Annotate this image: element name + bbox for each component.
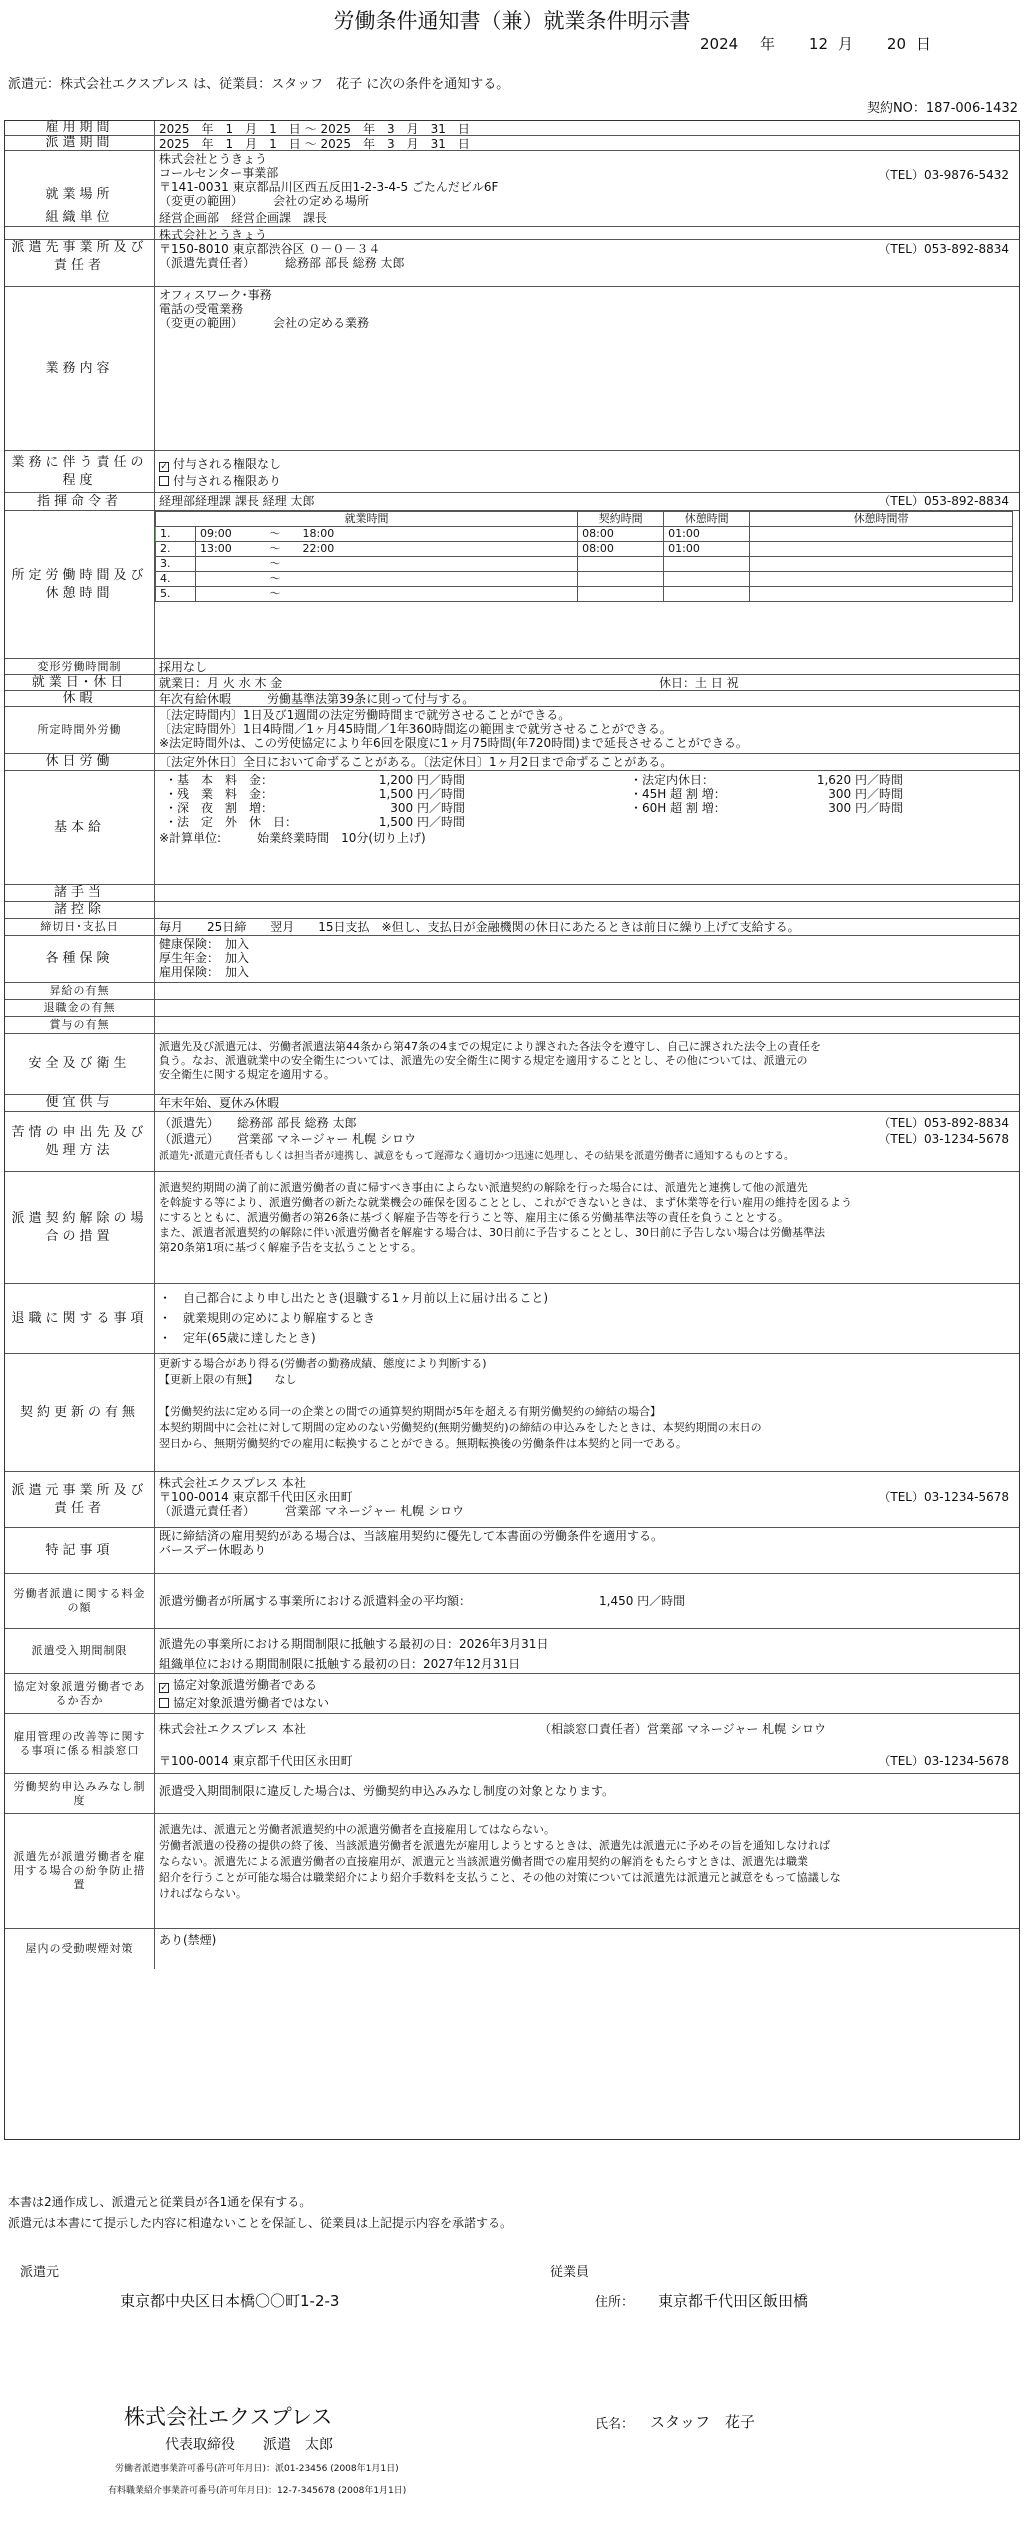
row-complaint bbox=[5, 1112, 1019, 1172]
label-avg-fee: 労働者派遣に関する料金の額 bbox=[5, 1574, 155, 1628]
row-leave bbox=[5, 691, 1019, 707]
intro-text: 派遣元：株式会社エクスプレス は、従業員：スタッフ 花子 に次の条件を通知する。 bbox=[8, 77, 510, 92]
complaint-tel: （TEL）03-1234-5678 bbox=[878, 1132, 1009, 1146]
retirement-line: ・ 自己都合により申し出たとき(退職する1ヶ月前以上に届け出ること) bbox=[159, 1291, 549, 1305]
shift-tilde: ～ bbox=[269, 527, 281, 540]
termination-line: 派遣契約期間の満了前に派遣労働者の責に帰すべき事由によらない派遣契約の解除を行った場合には、派遣先と連携して他の派遣先 bbox=[159, 1181, 808, 1194]
shift-tilde: ～ bbox=[266, 587, 578, 602]
pay-item-label: ・45H 超 割 増： bbox=[630, 787, 726, 801]
work-hours-table bbox=[155, 511, 1013, 602]
shift-number: 3. bbox=[156, 557, 196, 572]
complaint-contact: 総務部 部長 総務 太郎 bbox=[237, 1116, 357, 1130]
checkbox-icon: ✓ bbox=[160, 462, 168, 472]
address-label: 住所： bbox=[595, 2295, 635, 2310]
row-payday bbox=[5, 919, 1019, 936]
label-insurance: 各種保険 bbox=[5, 936, 155, 982]
value-deemed: 派遣受入期間制限に違反した場合は、労働契約申込みみなし制度の対象となります。 bbox=[159, 1784, 615, 1798]
special-line: バースデー休暇あり bbox=[159, 1543, 267, 1557]
shift-start: 09:00 bbox=[196, 527, 266, 542]
avg-fee-amount: 1,450 円／時間 bbox=[599, 1594, 686, 1608]
label-termination: 派遣契約解除の場合の措置 bbox=[5, 1172, 155, 1283]
complaint-party: （派遣先） bbox=[159, 1116, 214, 1130]
pay-note: ※計算単位: 始業終業時間 10分(切り上げ) bbox=[159, 831, 426, 845]
job-line: オフィスワーク･事務 bbox=[159, 288, 272, 302]
responsibility-option: 付与される権限あり bbox=[173, 474, 282, 488]
responsibility-option: 付与される権限なし bbox=[173, 457, 282, 471]
label-prevent: 派遣先が派遣労働者を雇用する場合の紛争防止措置 bbox=[5, 1814, 155, 1928]
job-line: （変更の範囲） 会社の定める業務 bbox=[159, 316, 370, 330]
renewal-line: 更新する場合があり得る(労働者の勤務成績、態度により判断する) bbox=[159, 1357, 487, 1370]
label-responsibility: 業務に伴う責任の程度 bbox=[5, 451, 155, 492]
value-org-unit: 経営企画部 経営企画課 課長 bbox=[159, 211, 328, 225]
label-commander: 指揮命令者 bbox=[5, 493, 155, 510]
label-welfare: 便宜供与 bbox=[5, 1095, 155, 1111]
label-renewal: 契約更新の有無 bbox=[5, 1354, 155, 1471]
pay-item-label: ・法定内休日： bbox=[630, 773, 715, 787]
value-workdays: 就業日：月 火 水 木 金 bbox=[159, 676, 283, 690]
row-termination bbox=[5, 1172, 1019, 1284]
shift-number: 4. bbox=[156, 572, 196, 587]
label-payday: 締切日･支払日 bbox=[5, 919, 155, 935]
employee-label: 従業員 bbox=[550, 2265, 590, 2280]
pay-item-label: ・法 定 外 休 日： bbox=[165, 815, 298, 829]
renewal-line: 【労働契約法に定める同一の企業との間での通算契約期間が5年を超える有期労働契約の締結の場合】 bbox=[159, 1405, 661, 1418]
value-variable: 採用なし bbox=[159, 660, 208, 674]
label-allowance: 諸手当 bbox=[5, 885, 155, 901]
prevent-line: 紹介を行うことが可能な場合は職業紹介により紹介手数料を支払うこと、その他の対策については派遣先は派遣元と誠意をもって協議しな bbox=[159, 1871, 841, 1884]
client-manager-line: 株式会社とうきょう bbox=[159, 228, 268, 242]
limit-line: 派遣先の事業所における期間制限に抵触する最初の日：2026年3月31日 bbox=[159, 1637, 549, 1651]
label-pay: 基本給 bbox=[5, 771, 155, 884]
checkbox-icon bbox=[159, 1698, 169, 1708]
day-unit: 日 bbox=[916, 35, 932, 53]
year-unit: 年 bbox=[760, 35, 776, 53]
overtime-line: ※法定時間外は、この労使協定により年6回を限度に1ヶ月75時間(年720時間)まで延長させることができる。 bbox=[159, 736, 748, 750]
label-variable: 変形労働時間制 bbox=[5, 659, 155, 674]
shift-number: 1. bbox=[156, 527, 196, 542]
row-dispatch-period bbox=[5, 136, 1019, 151]
special-line: 既に締結済の雇用契約がある場合は、当該雇用契約に優先して本書面の労働条件を適用する。 bbox=[159, 1529, 664, 1543]
workplace-line: コールセンター事業部 bbox=[159, 166, 279, 180]
shift-tilde: ～ bbox=[269, 542, 281, 555]
row-renewal bbox=[5, 1354, 1019, 1472]
row-avg-fee bbox=[5, 1574, 1019, 1629]
renewal-line: 本契約期間中に会社に対して期間の定めのない労働契約(無期労働契約)の締結の申込みをしたときは、本契約期間の末日の bbox=[159, 1421, 762, 1434]
work-hours-row bbox=[156, 572, 1013, 587]
client-manager-tel: （TEL）053-892-8834 bbox=[878, 242, 1009, 256]
row-raise bbox=[5, 983, 1019, 1000]
row-deemed bbox=[5, 1774, 1019, 1814]
header-work-time: 就業時間 bbox=[156, 512, 578, 527]
header-break-time: 休憩時間 bbox=[664, 512, 750, 527]
complaint-party: （派遣元） bbox=[159, 1132, 214, 1146]
consult-name: 株式会社エクスプレス 本社 bbox=[159, 1722, 306, 1736]
prevent-line: 派遣先は、派遣元と労働者派遣契約中の派遣労働者を直接雇用してはならない。 bbox=[159, 1823, 555, 1836]
termination-line: また、派遣者派遣契約の解除に伴い派遣労働者を解雇する場合は、30日前に予告することとし、30日前に予告しない場合は労働基準法 bbox=[159, 1226, 825, 1239]
client-manager-line: 〒150-8010 東京都渋谷区 ０－０－３４ bbox=[159, 242, 381, 256]
insurance-line: 厚生年金： 加入 bbox=[159, 951, 250, 965]
row-safety bbox=[5, 1034, 1019, 1095]
dispatcher-line: 株式会社エクスプレス 本社 bbox=[159, 1476, 306, 1490]
shift-number: 5. bbox=[156, 587, 196, 602]
header-contract-time: 契約時間 bbox=[578, 512, 664, 527]
pay-item-value: 1,500 円／時間 bbox=[378, 787, 465, 801]
termination-line: 第20条第1項に基づく解雇予告を支払うこととする。 bbox=[159, 1241, 422, 1254]
agreement-option: 協定対象派遣労働者ではない bbox=[173, 1696, 330, 1710]
row-bonus bbox=[5, 1017, 1019, 1034]
dispatcher-address: 東京都中央区日本橋〇〇町1-2-3 bbox=[120, 2292, 340, 2310]
label-retirement: 退職に関する事項 bbox=[5, 1284, 155, 1353]
pay-item-value: 300 円／時間 bbox=[390, 801, 465, 815]
label-client-manager: 派遣先事業所及び責任者 bbox=[5, 227, 155, 286]
overtime-line: 〔法定時間内〕1日及び1週間の法定労働時間まで就労させることができる。 bbox=[159, 708, 571, 722]
shift-start: 13:00 bbox=[196, 542, 266, 557]
dispatcher-line: （派遣元責任者） 営業部 マネージャー 札幌 シロウ bbox=[159, 1504, 464, 1518]
consult-address: 〒100-0014 東京都千代田区永田町 bbox=[159, 1754, 353, 1768]
prevent-line: 労働者派遣の役務の提供の終了後、当該派遣労働者を派遣先が雇用しようとするときは、派遣先は派遣元に予めその旨を通知しなければ bbox=[159, 1839, 830, 1852]
shift-break: 01:00 bbox=[664, 527, 750, 542]
label-safety: 安全及び衛生 bbox=[5, 1034, 155, 1094]
label-smoking: 屋内の受動喫煙対策 bbox=[5, 1929, 155, 1969]
month-unit: 月 bbox=[838, 35, 854, 53]
footer-copies: 本書は2通作成し、派遣元と従業員が各1通を保有する。 bbox=[8, 2195, 312, 2209]
label-employment-period: 雇用期間 bbox=[5, 121, 155, 135]
label-limit: 派遣受入期間制限 bbox=[5, 1629, 155, 1673]
label-raise: 昇給の有無 bbox=[5, 983, 155, 999]
pay-item-value: 300 円／時間 bbox=[828, 787, 903, 801]
limit-line: 組織単位における期間制限に抵触する最初の日：2027年12月31日 bbox=[159, 1657, 521, 1671]
pay-item-value: 1,200 円／時間 bbox=[378, 773, 465, 787]
shift-end: 22:00 bbox=[302, 542, 335, 555]
row-variable bbox=[5, 659, 1019, 675]
shift-contract: 08:00 bbox=[578, 542, 664, 557]
label-agreement: 協定対象派遣労働者であるか否か bbox=[5, 1674, 155, 1713]
pay-item-label: ・60H 超 割 増： bbox=[630, 801, 726, 815]
row-limit bbox=[5, 1629, 1019, 1674]
label-dispatcher: 派遣元事業所及び責任者 bbox=[5, 1472, 155, 1527]
issue-month: 12 bbox=[808, 35, 828, 53]
value-employment-period: 2025 年 1 月 1 日 ～ 2025 年 3 月 31 日 bbox=[159, 122, 470, 136]
overtime-line: 〔法定時間外〕1日4時間／1ヶ月45時間／1年360時間迄の範囲まで就労させることができる。 bbox=[159, 722, 672, 736]
client-manager-line: （派遣先責任者） 総務部 部長 総務 太郎 bbox=[159, 256, 405, 270]
row-work-hours bbox=[5, 511, 1019, 659]
checkbox-icon: ✓ bbox=[160, 1683, 168, 1693]
pay-item-value: 1,500 円／時間 bbox=[378, 815, 465, 829]
pay-item-value: 1,620 円／時間 bbox=[816, 773, 903, 787]
job-line: 電話の受電業務 bbox=[159, 302, 244, 316]
complaint-note: 派遣先･派遣元責任者もしくは担当者が連携し、誠意をもって遅滞なく適切かつ迅速に処理し、その結果を派遣労働者に通知するものとする。 bbox=[159, 1151, 794, 1162]
row-client-manager bbox=[5, 227, 1019, 287]
consult-contact: （相談窓口責任者）営業部 マネージャー 札幌 シロウ bbox=[539, 1722, 826, 1736]
issue-year: 2024 bbox=[700, 35, 739, 53]
label-retire-pay: 退職金の有無 bbox=[5, 1000, 155, 1016]
avg-fee-text: 派遣労働者が所属する事業所における派遣料金の平均額： bbox=[159, 1594, 472, 1608]
label-work-hours: 所定労働時間及び休憩時間 bbox=[5, 511, 155, 658]
label-workdays: 就業日･休日 bbox=[5, 675, 155, 690]
commander-tel: （TEL）053-892-8834 bbox=[878, 494, 1009, 508]
pay-item-value: 300 円／時間 bbox=[828, 801, 903, 815]
row-retirement bbox=[5, 1284, 1019, 1354]
renewal-line: 翌日から、無期労働契約での雇用に転換することができる。無期転換後の労働条件は本契約と同一である。 bbox=[159, 1437, 687, 1450]
representative: 代表取締役 派遣 太郎 bbox=[165, 2437, 333, 2453]
label-overtime: 所定時間外労働 bbox=[5, 707, 155, 753]
conditions-table bbox=[4, 120, 1020, 2140]
value-welfare: 年末年始、夏休み休暇 bbox=[159, 1096, 280, 1110]
workplace-line: （変更の範囲） 会社の定める場所 bbox=[159, 194, 370, 208]
checkbox-icon bbox=[159, 476, 169, 486]
shift-break: 01:00 bbox=[664, 542, 750, 557]
workplace-line: 株式会社とうきょう bbox=[159, 152, 268, 166]
shift-number: 2. bbox=[156, 542, 196, 557]
value-smoking: あり(禁煙) bbox=[159, 1933, 217, 1947]
row-commander bbox=[5, 493, 1019, 511]
value-payday: 毎月 25日締 翌月 15日支払 ※但し、支払日が金融機関の休日にあたるときは前日に繰り上げて支給する。 bbox=[159, 920, 800, 934]
safety-line: 派遣先及び派遣元は、労働者派遣法第44条から第47条の4までの規定により課された各法令を遵守し、自己に課された法令上の責任を bbox=[159, 1040, 821, 1053]
consult-tel: （TEL）03-1234-5678 bbox=[878, 1754, 1009, 1768]
complaint-contact: 営業部 マネージャー 札幌 シロウ bbox=[237, 1132, 416, 1146]
employee-address: 東京都千代田区飯田橋 bbox=[658, 2292, 809, 2310]
value-leave: 年次有給休暇 労働基準法第39条に則って付与する。 bbox=[159, 692, 475, 706]
label-complaint: 苦情の申出先及び処理方法 bbox=[5, 1112, 155, 1171]
label-workplace: 就業場所 bbox=[5, 151, 155, 239]
row-holiday-work bbox=[5, 754, 1019, 771]
label-job: 業務内容 bbox=[5, 287, 155, 450]
row-retire-pay bbox=[5, 1000, 1019, 1017]
label-holiday-work: 休日労働 bbox=[5, 754, 155, 770]
row-allowance bbox=[5, 885, 1019, 902]
label-deemed: 労働契約申込みみなし制度 bbox=[5, 1774, 155, 1813]
value-holidays: 休日：土 日 祝 bbox=[659, 676, 739, 690]
renewal-line: 【更新上限の有無】 なし bbox=[159, 1373, 297, 1386]
label-org-unit: 組織単位 bbox=[5, 210, 155, 226]
row-overtime bbox=[5, 707, 1019, 754]
retirement-line: ・ 定年(65歳に達したとき) bbox=[159, 1331, 316, 1345]
row-agreement bbox=[5, 1674, 1019, 1714]
shift-tilde: ～ bbox=[266, 557, 578, 572]
work-hours-row bbox=[156, 557, 1013, 572]
row-employment-period bbox=[5, 121, 1019, 136]
renewal-line bbox=[159, 1388, 1015, 1404]
insurance-line: 健康保険： 加入 bbox=[159, 937, 250, 951]
row-workdays bbox=[5, 675, 1019, 691]
retirement-line: ・ 就業規則の定めにより解雇するとき bbox=[159, 1311, 376, 1325]
row-welfare bbox=[5, 1095, 1019, 1112]
pay-item-label: ・深 夜 割 増： bbox=[165, 801, 274, 815]
pay-item-label: ・残 業 料 金： bbox=[165, 787, 274, 801]
dispatcher-label: 派遣元 bbox=[20, 2265, 60, 2280]
issue-day: 20 bbox=[886, 35, 906, 53]
pay-item-label: ・基 本 料 金： bbox=[165, 773, 274, 787]
row-prevent bbox=[5, 1814, 1019, 1929]
license-dispatch: 労働者派遣事業許可番号(許可年月日)：派01-23456 (2008年1月1日) bbox=[115, 2464, 399, 2474]
row-insurance bbox=[5, 936, 1019, 983]
row-consult bbox=[5, 1714, 1019, 1774]
prevent-line: ならない。派遣先による派遣労働者の直接雇用が、派遣元と当該派遣労働者間での雇用契約の解消をもたらすときは、派遣先は職業 bbox=[159, 1855, 808, 1868]
shift-end: 18:00 bbox=[302, 527, 335, 540]
label-special: 特記事項 bbox=[5, 1528, 155, 1573]
license-placement: 有料職業紹介事業許可番号(許可年月日)：12-7-345678 (2008年1月1日) bbox=[108, 2486, 407, 2496]
document-title: 労働条件通知書（兼）就業条件明示書 bbox=[333, 9, 691, 33]
row-dispatcher bbox=[5, 1472, 1019, 1528]
value-dispatch-period: 2025 年 1 月 1 日 ～ 2025 年 3 月 31 日 bbox=[159, 137, 470, 151]
termination-line: を斡旋する等により、派遣労働者の新たな就業機会の確保を図ることとし、これができないときは、まず休業等を行い雇用の維持を図るよう bbox=[159, 1196, 852, 1209]
safety-line: 負う。なお、派遣就業中の安全衛生については、派遣先の安全衛生に関する規定を適用することとし、その他については、派遣元の bbox=[159, 1054, 808, 1067]
header-break-period: 休憩時間帯 bbox=[750, 512, 1013, 527]
insurance-line: 雇用保険： 加入 bbox=[159, 965, 250, 979]
row-responsibility bbox=[5, 451, 1019, 493]
contract-number: 契約NO：187-006-1432 bbox=[866, 101, 1018, 116]
row-special bbox=[5, 1528, 1019, 1574]
issue-date bbox=[700, 34, 931, 54]
label-dispatch-period: 派遣期間 bbox=[5, 136, 155, 150]
shift-contract: 08:00 bbox=[578, 527, 664, 542]
safety-line: 安全衛生に関する規定を適用する。 bbox=[159, 1068, 335, 1081]
dispatcher-tel: （TEL）03-1234-5678 bbox=[878, 1490, 1009, 1504]
dispatcher-line: 〒100-0014 東京都千代田区永田町 bbox=[159, 1490, 353, 1504]
value-holiday-work: 〔法定外休日〕全日において命ずることがある。〔法定休日〕1ヶ月2日まで命ずることがある。 bbox=[159, 755, 673, 769]
shift-tilde: ～ bbox=[266, 572, 578, 587]
agreement-option: 協定対象派遣労働者である bbox=[173, 1678, 318, 1692]
row-org-unit bbox=[5, 210, 1019, 227]
work-hours-row bbox=[156, 542, 1013, 557]
prevent-line: ければならない。 bbox=[159, 1887, 247, 1900]
employee-name: スタッフ 花子 bbox=[650, 2413, 756, 2431]
work-hours-row bbox=[156, 587, 1013, 602]
label-leave: 休暇 bbox=[5, 691, 155, 706]
row-pay bbox=[5, 771, 1019, 885]
label-consult: 雇用管理の改善等に関する事項に係る相談窓口 bbox=[5, 1714, 155, 1773]
workplace-tel: （TEL）03-9876-5432 bbox=[878, 168, 1009, 182]
label-bonus: 賞与の有無 bbox=[5, 1017, 155, 1033]
work-hours-row bbox=[156, 527, 1013, 542]
row-deduction bbox=[5, 902, 1019, 919]
value-commander: 経理部経理課 課長 経理 太郎 bbox=[159, 494, 315, 508]
footer-confirm: 派遣元は本書にて提示した内容に相違ないことを保証し、従業員は上記提示内容を承諾する。 bbox=[8, 2216, 513, 2230]
company-name: 株式会社エクスプレス bbox=[124, 2405, 333, 2429]
complaint-tel: （TEL）053-892-8834 bbox=[878, 1116, 1009, 1130]
row-job bbox=[5, 287, 1019, 451]
name-label: 氏名： bbox=[595, 2417, 635, 2432]
row-smoking bbox=[5, 1929, 1019, 1969]
workplace-line: 〒141-0031 東京都品川区西五反田1-2-3-4-5 ごたんだビル6F bbox=[159, 180, 499, 194]
termination-line: にするとともに、派遣労働者の第26条に基づく解雇予告等を行うこと等、雇用主に係る労働基準法等の責任を負うこととする。 bbox=[159, 1211, 789, 1224]
shift-break-period bbox=[750, 542, 1013, 557]
shift-break-period bbox=[750, 527, 1013, 542]
label-deduction: 諸控除 bbox=[5, 902, 155, 918]
